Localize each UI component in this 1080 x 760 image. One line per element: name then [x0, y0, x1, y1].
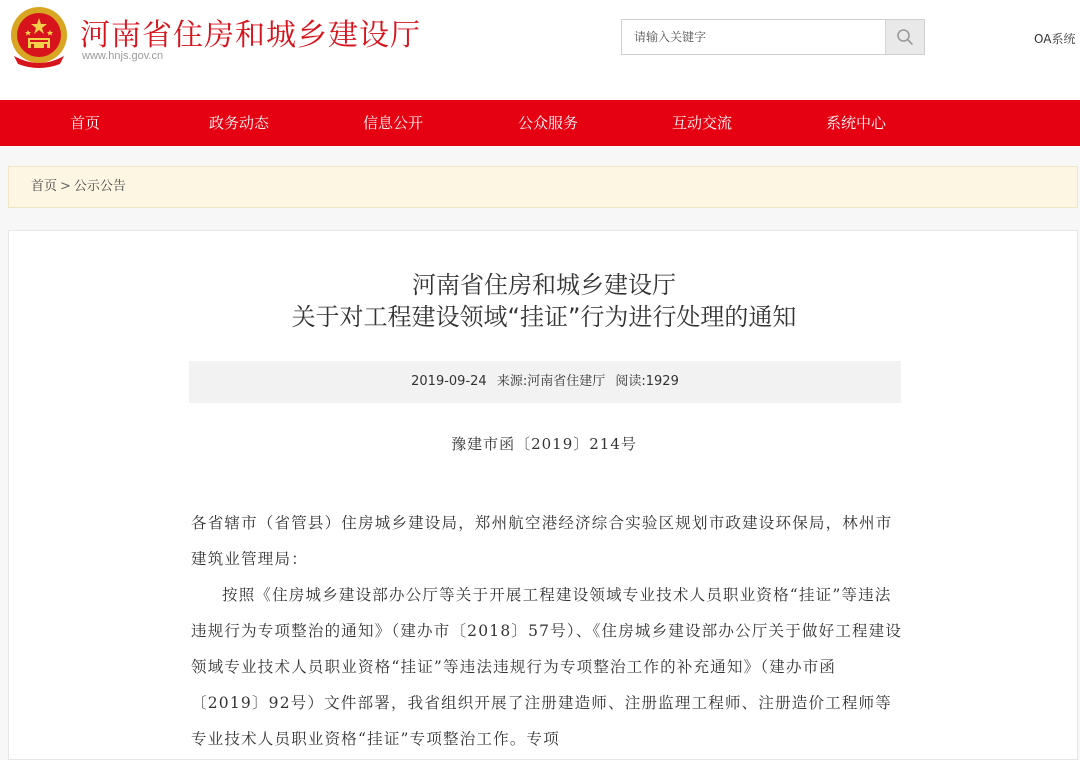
article-source: 来源:河南省住建厅 — [496, 374, 606, 389]
search-button[interactable] — [885, 20, 924, 54]
article-body — [191, 505, 903, 757]
site-header — [0, 0, 1080, 100]
nav-item-system-center[interactable]: 系统中心 — [825, 114, 886, 132]
oa-system-link[interactable]: OA系统 — [1034, 32, 1076, 46]
article-date: 2019-09-24 — [411, 374, 487, 389]
article-container — [8, 230, 1078, 760]
breadcrumb-home[interactable]: 首页 — [31, 179, 58, 194]
breadcrumb-current[interactable]: 公示公告 — [73, 179, 126, 194]
nav-item-home[interactable]: 首页 — [69, 114, 100, 132]
nav-item-government-news[interactable]: 政务动态 — [208, 114, 269, 132]
nav-item-public-service[interactable]: 公众服务 — [517, 114, 578, 132]
article-title-line1: 河南省住房和城乡建设厅 — [412, 271, 676, 299]
search-icon — [896, 28, 914, 46]
article-read-count: 阅读:1929 — [615, 374, 679, 389]
search-input[interactable] — [622, 20, 886, 54]
main-nav — [0, 100, 1080, 146]
article-paragraph: 各省辖市（省管县）住房城乡建设局，郑州航空港经济综合实验区规划市政建设环保局，林州市建筑业管理局： — [191, 514, 893, 568]
article-title — [9, 269, 1079, 333]
breadcrumb-separator: > — [60, 179, 71, 194]
breadcrumb-bar — [8, 166, 1078, 208]
site-title[interactable]: 河南省住房和城乡建设厅 — [80, 18, 421, 53]
breadcrumb — [31, 167, 126, 207]
article-paragraph: 按照《住房城乡建设部办公厅等关于开展工程建设领域专业技术人员职业资格“挂证”等违法违规行为专项整治的通知》（建办市〔2018〕57号）、《住房城乡建设部办公厅关于做好工程建设领域专业技术人员职业资格“挂证”等违法违规行为专项整治工作的补充通知》（建办市函〔2019〕92号）文件部署，我省组织开展了注册建造师、注册监理工程师、注册造价工程师等专业技术人员职业资格“挂证”专项整治工作。专项 — [191, 586, 903, 748]
nav-item-interaction[interactable]: 互动交流 — [671, 114, 732, 132]
article-title-line2: 关于对工程建设领域“挂证”行为进行处理的通知 — [291, 303, 797, 331]
nav-item-info-disclosure[interactable]: 信息公开 — [362, 114, 423, 132]
document-number: 豫建市函〔2019〕214号 — [451, 435, 637, 453]
site-url: www.hnjs.gov.cn — [82, 50, 164, 62]
article-meta — [189, 361, 901, 403]
national-emblem-icon[interactable] — [8, 6, 70, 68]
search-box — [621, 19, 925, 55]
